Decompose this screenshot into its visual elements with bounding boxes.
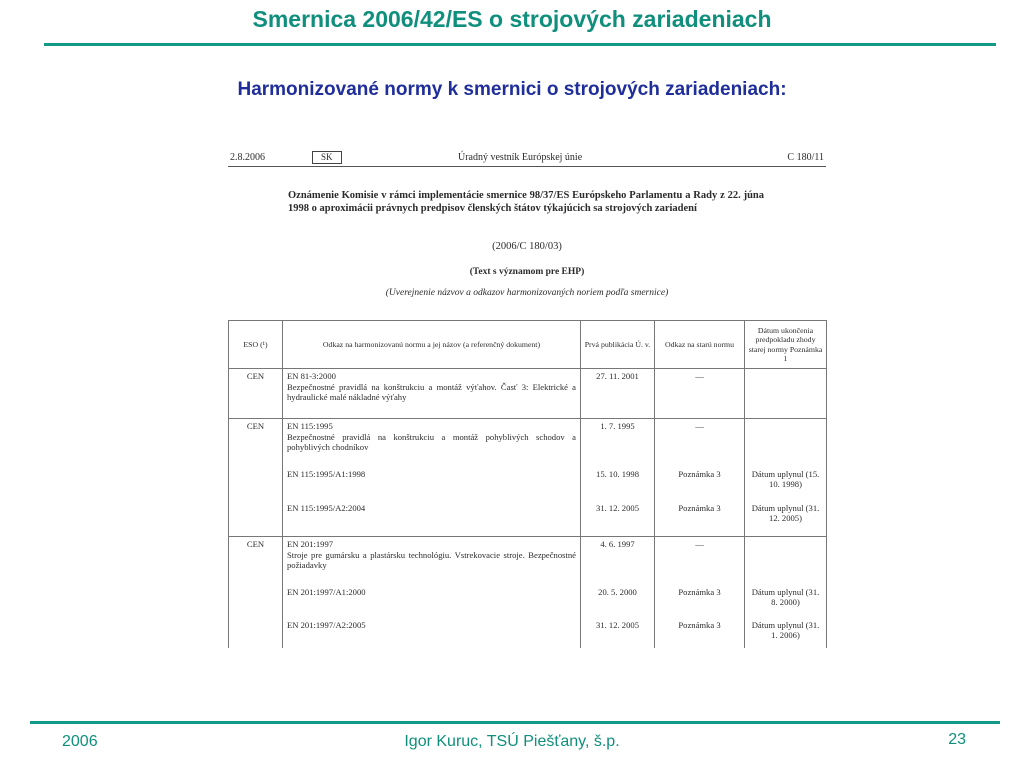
footer-author: Igor Kuruc, TSÚ Piešťany, š.p. bbox=[404, 733, 620, 750]
standard-code: EN 201:1997/A2:2005 bbox=[287, 619, 366, 630]
standard-code: EN 81-3:2000 bbox=[287, 371, 336, 381]
cell-old-standard: Poznámka 3 bbox=[655, 585, 745, 618]
cell-end-date bbox=[745, 419, 827, 467]
table-row bbox=[229, 369, 827, 419]
cell-end-date bbox=[745, 537, 827, 585]
standard-title: Stroje pre gumársku a plastársku technológiu. Vstrekovacie stroje. Bezpečnostné požiadavky bbox=[287, 549, 576, 570]
table-row bbox=[229, 585, 827, 618]
cell-reference bbox=[283, 618, 581, 648]
cell-eso bbox=[229, 467, 283, 501]
notice-reference: (2006/C 180/03) bbox=[492, 241, 562, 252]
notice-publication: (Uverejnenie názvov a odkazov harmonizovaných noriem podľa smernice) bbox=[385, 288, 669, 298]
cell-first-publication: 15. 10. 1998 bbox=[581, 467, 655, 501]
cell-reference bbox=[283, 369, 581, 419]
cell-eso bbox=[229, 618, 283, 648]
cell-end-date: Dátum uplynul (31. 1. 2006) bbox=[745, 618, 827, 648]
journal-date: 2.8.2006 bbox=[230, 152, 265, 163]
standard-code: EN 201:1997/A1:2000 bbox=[287, 586, 366, 597]
cell-eso: CEN bbox=[229, 537, 283, 585]
journal-header-divider bbox=[228, 166, 826, 167]
cell-first-publication: 31. 12. 2005 bbox=[581, 618, 655, 648]
journal-header bbox=[228, 146, 826, 168]
cell-first-publication: 1. 7. 1995 bbox=[581, 419, 655, 467]
journal-page: C 180/11 bbox=[787, 152, 824, 163]
cell-end-date bbox=[745, 369, 827, 419]
header-end-date: Dátum ukončenia predpokladu zhody starej normy Poznámka 1 bbox=[745, 321, 827, 369]
cell-old-standard: Poznámka 3 bbox=[655, 618, 745, 648]
cell-eso bbox=[229, 501, 283, 537]
table-row bbox=[229, 618, 827, 648]
cell-reference bbox=[283, 419, 581, 467]
standard-code: EN 115:1995 bbox=[287, 421, 333, 431]
slide-subtitle: Harmonizované normy k smernici o strojových zariadeniach: bbox=[237, 79, 787, 100]
standards-table bbox=[228, 320, 827, 648]
cell-old-standard: Poznámka 3 bbox=[655, 501, 745, 537]
journal-name: Úradný vestník Európskej únie bbox=[458, 152, 583, 163]
header-reference: Odkaz na harmonizovanú normu a jej názov (a referenčný dokument) bbox=[283, 321, 581, 369]
table-row bbox=[229, 501, 827, 537]
cell-end-date: Dátum uplynul (31. 12. 2005) bbox=[745, 501, 827, 537]
cell-old-standard: — bbox=[655, 537, 745, 585]
journal-language-badge: SK bbox=[312, 151, 342, 164]
notice-eea: (Text s významom pre EHP) bbox=[469, 267, 585, 277]
footer-page-number: 23 bbox=[948, 731, 966, 748]
table-row bbox=[229, 419, 827, 467]
header-first-publication: Prvá publikácia Ú. v. bbox=[581, 321, 655, 369]
cell-first-publication: 31. 12. 2005 bbox=[581, 501, 655, 537]
title-divider bbox=[44, 43, 996, 46]
footer-divider bbox=[30, 721, 1000, 724]
cell-end-date: Dátum uplynul (15. 10. 1998) bbox=[745, 467, 827, 501]
standard-code: EN 115:1995/A2:2004 bbox=[287, 502, 366, 513]
slide-title: Smernica 2006/42/ES o strojových zariadeniach bbox=[252, 6, 772, 32]
cell-reference bbox=[283, 467, 581, 501]
cell-reference bbox=[283, 537, 581, 585]
cell-eso: CEN bbox=[229, 369, 283, 419]
table-header-row bbox=[229, 321, 827, 369]
cell-old-standard: — bbox=[655, 419, 745, 467]
cell-reference bbox=[283, 501, 581, 537]
footer-year: 2006 bbox=[62, 733, 98, 750]
notice-title: Oznámenie Komisie v rámci implementácie smernice 98/37/ES Európskeho Parlamentu a Rady z 22. júna 1998 o aproximácii právnych predpisov členských štátov týkajúcich sa strojových zariadení bbox=[288, 190, 764, 214]
standard-title: Bezpečnostné pravidlá na konštrukciu a montáž výťahov. Časť 3: Elektrické a hydraulické malé nákladné výťahy bbox=[287, 381, 576, 402]
standard-code: EN 201:1997 bbox=[287, 539, 334, 549]
cell-end-date: Dátum uplynul (31. 8. 2000) bbox=[745, 585, 827, 618]
standard-code: EN 115:1995/A1:1998 bbox=[287, 468, 366, 479]
table-row bbox=[229, 467, 827, 501]
cell-eso bbox=[229, 585, 283, 618]
cell-first-publication: 20. 5. 2000 bbox=[581, 585, 655, 618]
journal-excerpt bbox=[228, 146, 826, 658]
header-eso: ESO (¹) bbox=[229, 321, 283, 369]
cell-first-publication: 27. 11. 2001 bbox=[581, 369, 655, 419]
cell-reference bbox=[283, 585, 581, 618]
header-old-standard: Odkaz na starú normu bbox=[655, 321, 745, 369]
standard-title: Bezpečnostné pravidlá na konštrukciu a montáž pohyblivých schodov a pohyblivých chodníkov bbox=[287, 431, 576, 452]
cell-first-publication: 4. 6. 1997 bbox=[581, 537, 655, 585]
table-row bbox=[229, 537, 827, 585]
cell-eso: CEN bbox=[229, 419, 283, 467]
cell-old-standard: Poznámka 3 bbox=[655, 467, 745, 501]
cell-old-standard: — bbox=[655, 369, 745, 419]
